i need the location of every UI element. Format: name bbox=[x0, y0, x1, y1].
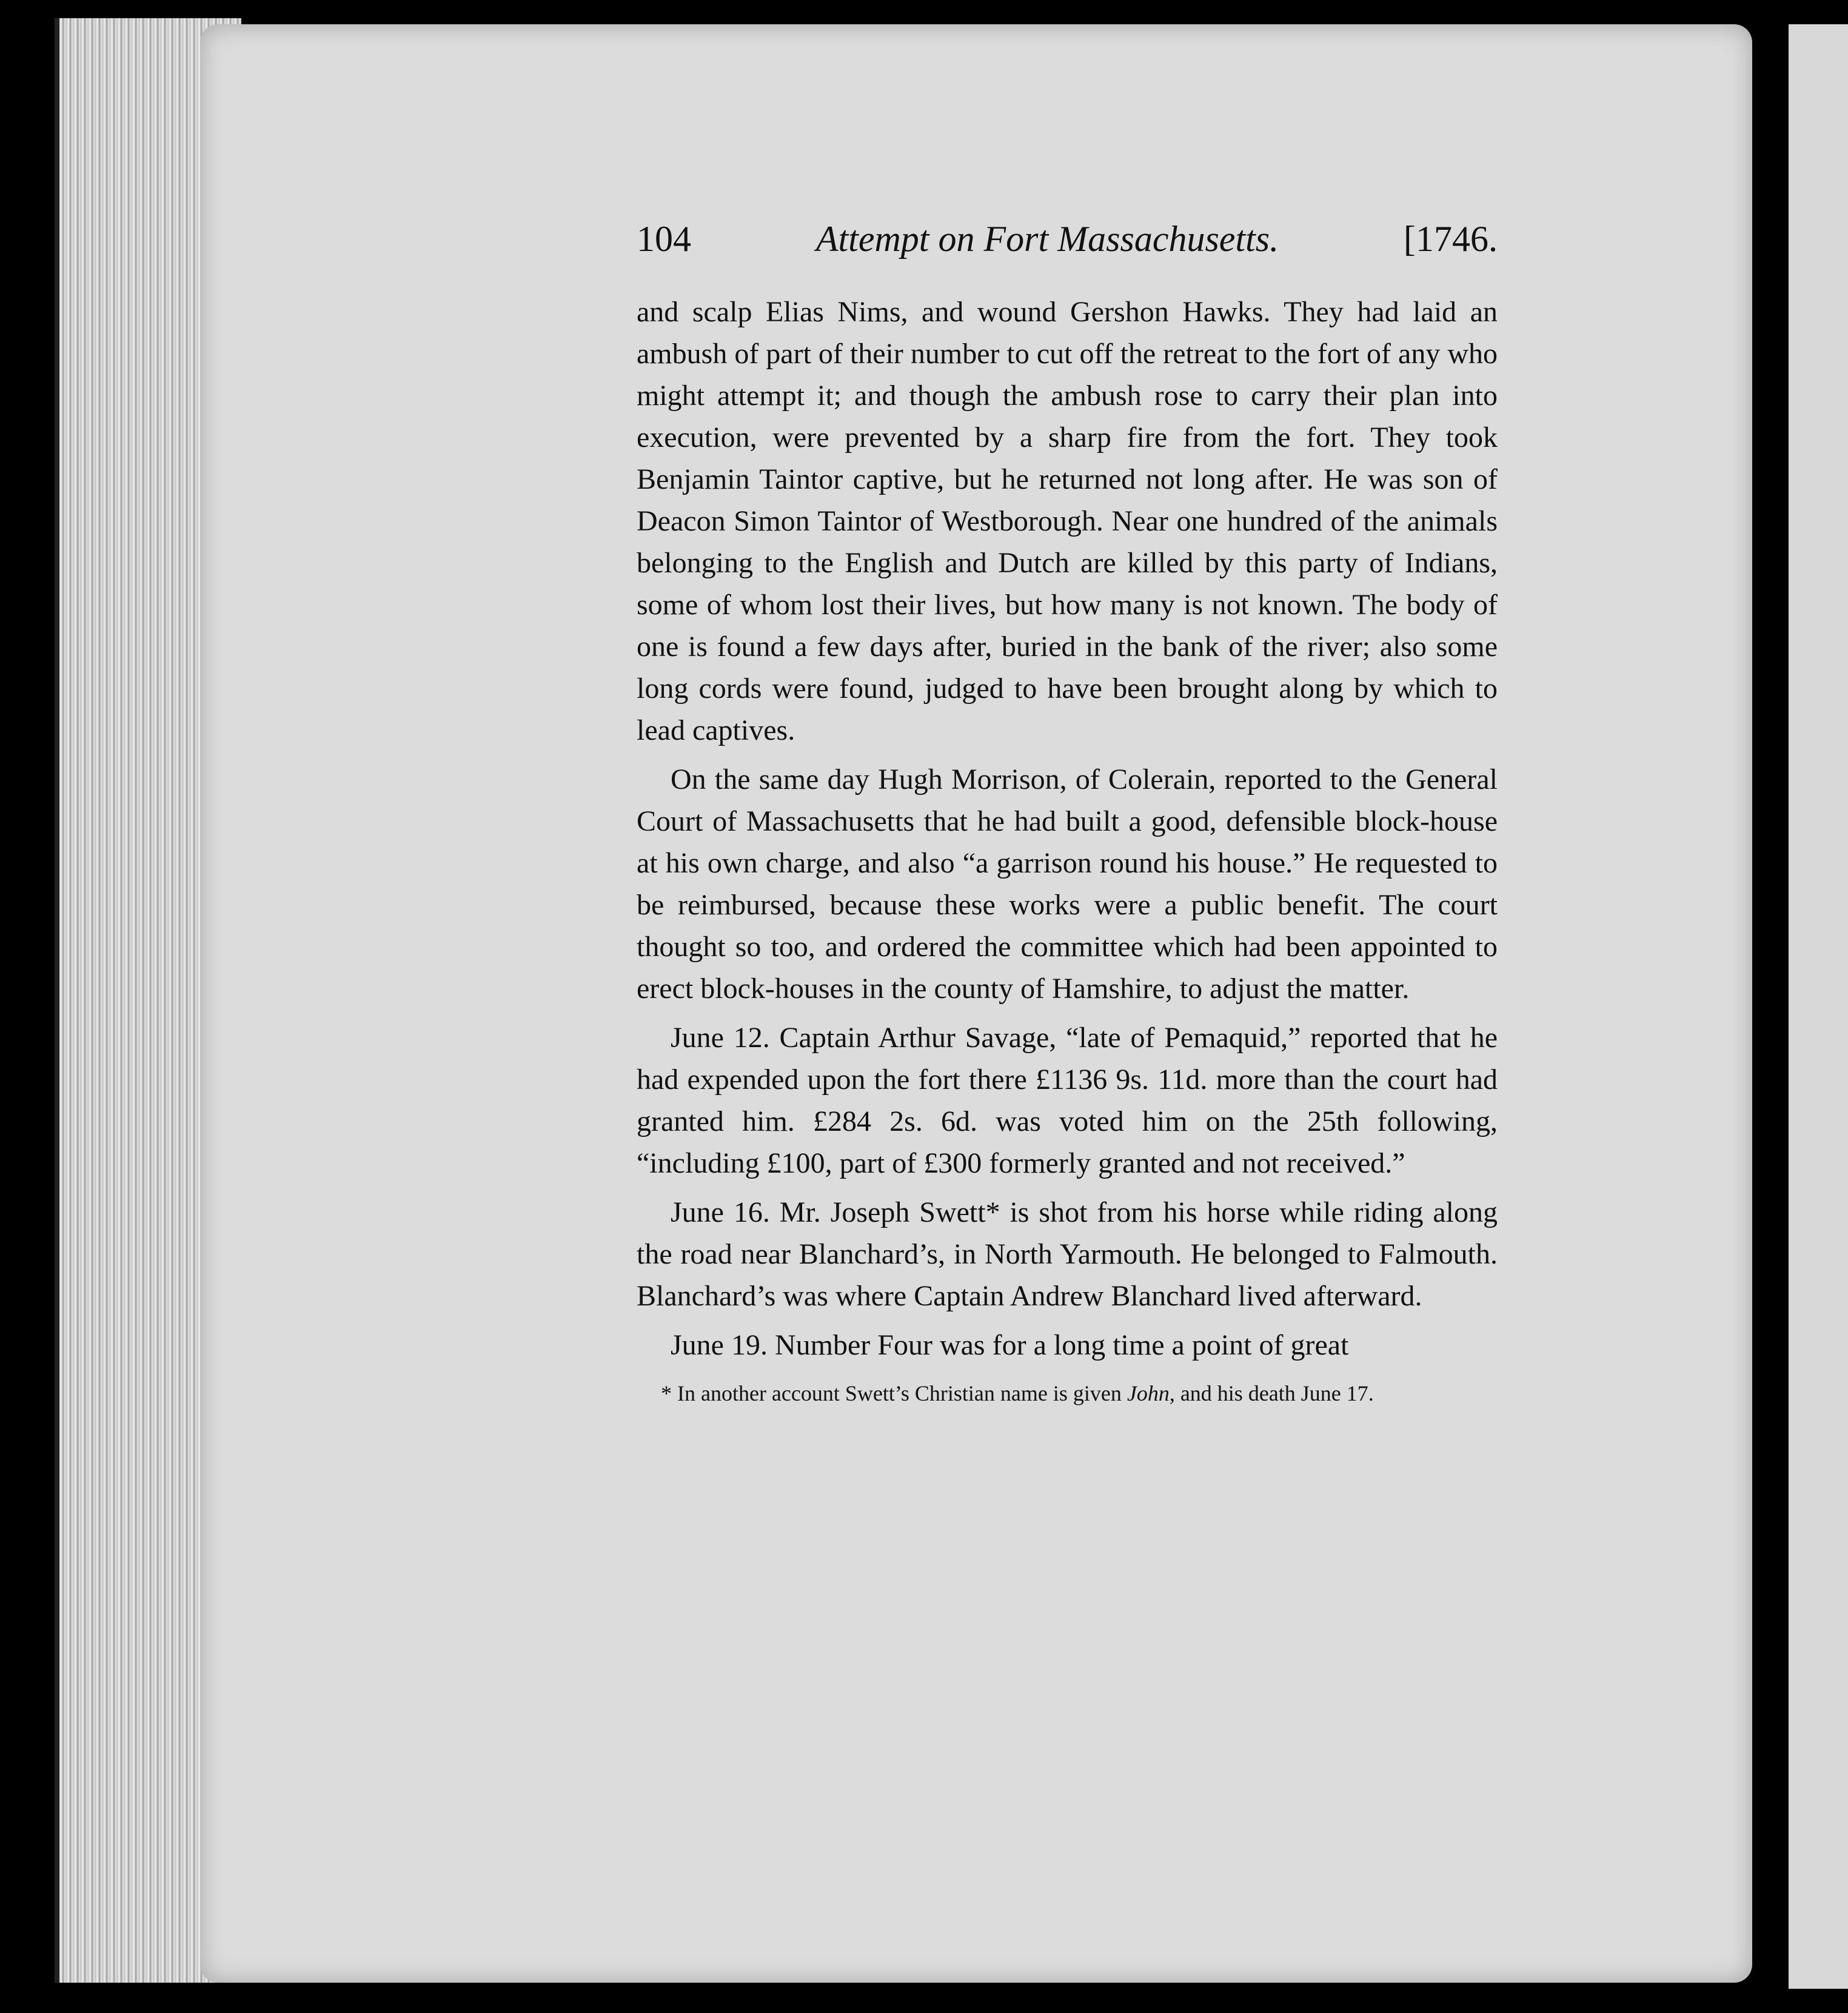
paragraph: June 19. Number Four was for a long time a point of great bbox=[671, 1329, 1349, 1361]
running-title: Attempt on Fort Massachusetts. bbox=[815, 219, 1279, 259]
paragraph: On the same day Hugh Morrison, of Colerain, reported to the General Court of Massachusetts that he had built a good, defensible block-house at his own charge, and also “a garrison round his house.” He requested to be reimbursed, because these works were a public benefit. The court thought so too, and ordered the committee which had been appointed to erect block-houses in the county of Hamshire, to adjust the matter. bbox=[637, 763, 1498, 1005]
footnote bbox=[637, 1378, 1498, 1408]
paragraph: June 16. Mr. Joseph Swett* is shot from his horse while riding along the road near Blanchard’s, in North Yarmouth. He belonged to Falmouth. Blanchard’s was where Captain Andrew Blanchard lived afterward. bbox=[637, 1196, 1498, 1312]
page-number: 104 bbox=[637, 219, 691, 259]
footnote-text-after: , and his death June 17. bbox=[1169, 1381, 1374, 1405]
footnote-text-before: * In another account Swett’s Christian name is given bbox=[661, 1381, 1127, 1405]
running-head bbox=[637, 218, 1498, 291]
running-year: [1746. bbox=[1404, 219, 1498, 259]
paragraph: June 12. Captain Arthur Savage, “late of Pemaquid,” reported that he had expended upon the fort there £1136 9s. 11d. more than the court had granted him. £284 2s. 6d. was voted him on the 25th following, “including £100, part of £300 formerly granted and not received.” bbox=[637, 1022, 1498, 1179]
facing-page-edge bbox=[1789, 24, 1848, 1989]
footnote-italic: John bbox=[1127, 1381, 1170, 1405]
paragraph: and scalp Elias Nims, and wound Gershon Hawks. They had laid an ambush of part of their number to cut off the retreat to the fort of any who might attempt it; and though the ambush rose to carry their plan into execution, were prevented by a sharp fire from the fort. They took Benjamin Taintor captive, but he returned not long after. He was son of Deacon Simon Taintor of Westborough. Near one hundred of the animals belonging to the English and Dutch are killed by this party of Indians, some of whom lost their lives, but how many is not known. The body of one is found a few days after, buried in the bank of the river; also some long cords were found, judged to have been brought along by which to lead captives. bbox=[637, 296, 1498, 746]
page-text bbox=[637, 218, 1498, 1408]
